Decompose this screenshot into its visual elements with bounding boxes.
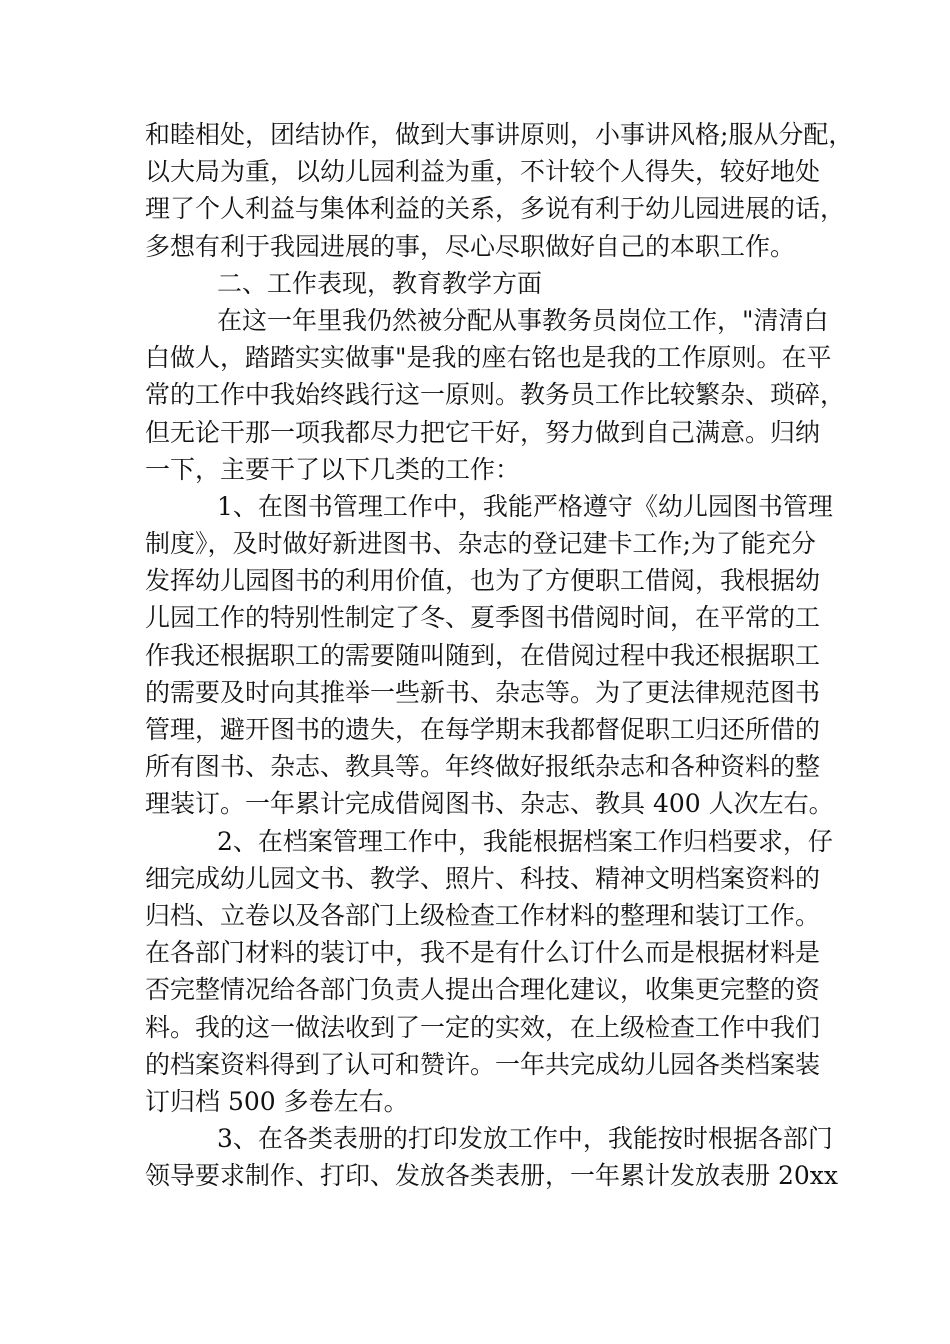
text-line: 管理，避开图书的遗失，在每学期末我都督促职工归还所借的	[145, 715, 821, 744]
text-line: 1、在图书管理工作中，我能严格遵守《幼儿园图书管理	[217, 491, 833, 521]
text-line: 作我还根据职工的需要随叫随到，在借阅过程中我还根据职工	[145, 640, 821, 670]
text-line: 白做人，踏踏实实做事"是我的座右铭也是我的工作原则。在平	[145, 343, 832, 373]
text-line: 发挥幼儿园图书的利用价值，也为了方便职工借阅，我根据幼	[145, 566, 821, 596]
text-line: 理装订。一年累计完成借阅图书、杂志、教具 400 人次左右。	[145, 789, 834, 819]
text-line: 二、工作表现，教育教学方面	[217, 268, 543, 298]
text-line: 儿园工作的特别性制定了冬、夏季图书借阅时间，在平常的工	[145, 603, 821, 633]
text-line: 料。我的这一做法收到了一定的实效，在上级检查工作中我们	[145, 1012, 821, 1042]
text-line: 和睦相处，团结协作，做到大事讲原则，小事讲风格;服从分配，	[145, 120, 854, 149]
text-line: 在各部门材料的装订中，我不是有什么订什么而是根据材料是	[145, 938, 821, 968]
text-line: 归档、立卷以及各部门上级检查工作材料的整理和装订工作。	[145, 900, 821, 930]
text-line: 的需要及时向其推举一些新书、杂志等。为了更法律规范图书	[145, 677, 821, 707]
text-line: 以大局为重，以幼儿园利益为重，不计较个人得失，较好地处	[145, 157, 821, 187]
text-line: 的档案资料得到了认可和赞许。一年共完成幼儿园各类档案装	[145, 1049, 821, 1079]
text-line: 多想有利于我园进展的事，尽心尽职做好自己的本职工作。	[145, 231, 796, 261]
text-line: 但无论干那一项我都尽力把它干好，努力做到自己满意。归纳	[145, 417, 821, 447]
text-line: 否完整情况给各部门负责人提出合理化建议，收集更完整的资	[145, 975, 821, 1005]
text-line: 制度》，及时做好新进图书、杂志的登记建卡工作;为了能充分	[145, 529, 816, 559]
text-line: 在这一年里我仍然被分配从事教务员岗位工作，"清清白	[217, 305, 829, 335]
body-text	[145, 116, 854, 1194]
text-line: 一下，主要干了以下几类的工作：	[145, 454, 521, 484]
text-line: 所有图书、杂志、教具等。年终做好报纸杂志和各种资料的整	[145, 752, 821, 782]
text-line: 理了个人利益与集体利益的关系，多说有利于幼儿园进展的话，	[145, 194, 846, 224]
text-line: 细完成幼儿园文书、教学、照片、科技、精神文明档案资料的	[145, 863, 821, 893]
text-line: 3、在各类表册的打印发放工作中，我能按时根据各部门	[217, 1124, 833, 1154]
text-line: 常的工作中我始终践行这一原则。教务员工作比较繁杂、琐碎，	[145, 380, 846, 410]
text-line: 2、在档案管理工作中，我能根据档案工作归档要求，仔	[217, 826, 833, 856]
text-line: 订归档 500 多卷左右。	[145, 1086, 409, 1116]
text-line: 领导要求制作、打印、发放各类表册，一年累计发放表册 20xx	[145, 1161, 838, 1191]
